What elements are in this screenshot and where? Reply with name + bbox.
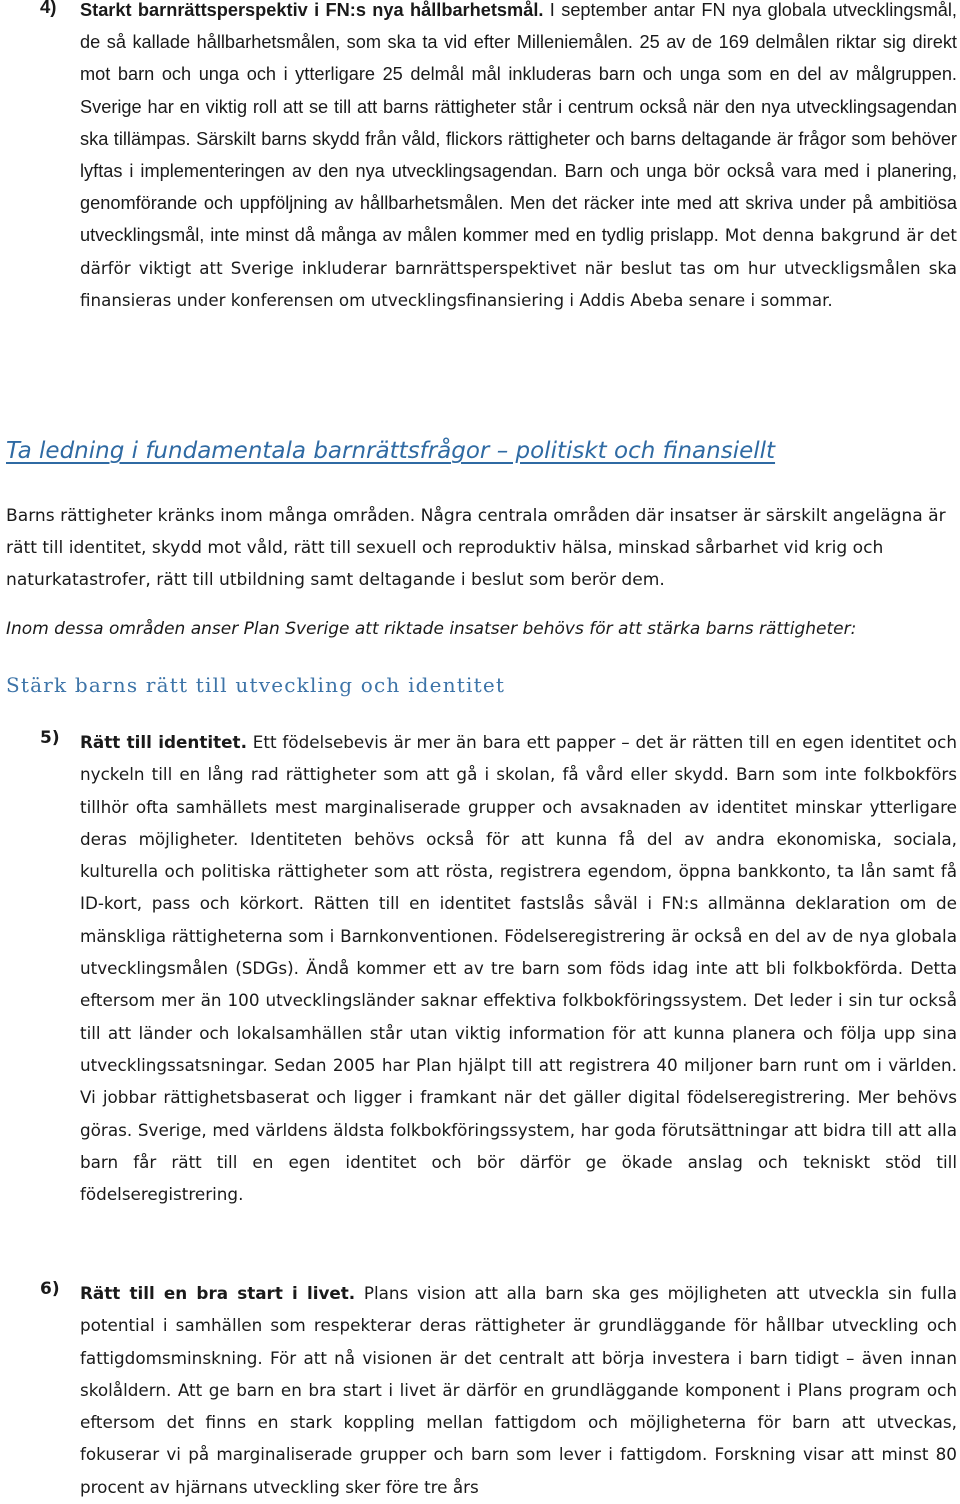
item-paragraph [80,1277,957,1503]
item-number: 4) [40,0,57,17]
section-lead: Inom dessa områden anser Plan Sverige att riktade insatser behövs för att stärka barns rättigheter: [6,619,857,639]
list-item-6 [0,1277,960,1503]
item-text: Plans vision att alla barn ska ges möjligheten att utveckla sin fulla potential i samhällen som respekterar deras rättigheter är grundläggande för hållbar utveckling och fattigdomsminskning. För att nå visionen är det centralt att börja investera i barn tidigt – även innan skolåldern. Att ge barn en bra start i livet är därför en grundläggande komponent i Plans program och eftersom det finns en stark koppling mellan fattigdom och möjligheterna för barn att utveckas, fokuserar vi på marginaliserade grupper och barn som lever i fattigdom. Forskning visar att minst 80 procent av hjärnans utveckling sker före tre års [80,1283,957,1497]
section-heading: Ta ledning i fundamentala barnrättsfrågor – politiskt och finansiellt [6,438,776,464]
item-text-b: Mot denna bakgrund är det därför viktigt att Sverige inkluderar barnrättsperspektivet när beslut tas om hur utveckligsmålen ska finansieras under konferensen om utvecklingsfinansiering i Addis Abeba senare i sommar. [80,225,957,310]
item-title: Rätt till identitet. [80,732,247,752]
item-paragraph [80,726,957,1210]
list-item-4 [0,0,960,316]
list-item-5 [0,726,960,1210]
item-paragraph [80,0,957,316]
item-title: Rätt till en bra start i livet. [80,1283,356,1303]
item-number: 6) [40,1279,60,1299]
item-number: 5) [40,728,60,748]
item-text: Ett födelsebevis är mer än bara ett papper – det är rätten till en egen identitet och nyckeln till en lång rad rättigheter som att gå i skolan, få vård eller skydd. Barn som inte folkbokförs tillhör ofta samhällets mest marginaliserade grupper och avsaknaden av identitet minskar ytterligare deras möjligheter. Identiteten behövs också för att kunna få del av andra ekonomiska, sociala, kulturella och politiska rättigheter som att rösta, registrera egendom, öppna bankkonto, ta lån samt få ID-kort, pass och körkort. Rätten till en identitet fastslås såväl i FN:s allmänna deklaration om de mänskliga rättigheterna som i Barnkonventionen. Födelseregistrering är också en del av de nya globala utvecklingsmålen (SDGs). Ändå kommer ett av tre barn som föds idag inte att bli folkbokförda. Detta eftersom mer än 100 utvecklingsländer saknar effektiva folkbokföringssystem. Det leder i sin tur också till att länder och lokalsamhällen står utan viktig information för att kunna planera och följa upp sina utvecklingssatsningar. Sedan 2005 har Plan hjälpt till att registrera 40 miljoner barn runt om i världen. Vi jobbar rättighetsbaserat och ligger i framkant när det gäller digital födelseregistrering. Mer behövs göras. Sverige, med världens äldsta folkbokföringssystem, har goda förutsättningar att bidra till att alla barn får rätt till en egen identitet och bör därför ge ökade anslag och tekniskt stöd till födelseregistrering. [80,732,958,1205]
item-title: Starkt barnrättsperspektiv i FN:s nya hållbarhetsmål. [80,0,544,20]
section-intro: Barns rättigheter kränks inom många områden. Några centrala områden där insatser är särskilt angelägna är rätt till identitet, skydd mot våld, rätt till sexuell och reproduktiv hälsa, minskad sårbarhet vid krig och naturkatastrofer, rätt till utbildning samt deltagande i beslut som berör dem. [6,506,946,590]
sub-heading: Stärk barns rätt till utveckling och identitet [6,673,506,697]
item-text-a: I september antar FN nya globala utvecklingsmål, de så kallade hållbarhetsmålen, som ska ta vid efter Milleniemålen. 25 av de 169 delmålen riktar sig direkt mot barn och unga och i ytterligare 25 delmål mål inkluderas barn och unga som en del av målgruppen. Sverige har en viktig roll att se till att barns rättigheter står i centrum också när den nya utvecklingsagendan ska tillämpas. Särskilt barns skydd från våld, flickors rättigheter och barns deltagande är frågor som behöver lyftas i implementeringen av den nya utvecklingsagendan. Barn och unga bör också vara med i planering, genomförande och uppföljning av hållbarhetsmålen. Men det räcker inte med att skriva under på ambitiösa utvecklingsmål, inte minst då många av målen kommer med en tydlig prislapp. [80,0,957,246]
